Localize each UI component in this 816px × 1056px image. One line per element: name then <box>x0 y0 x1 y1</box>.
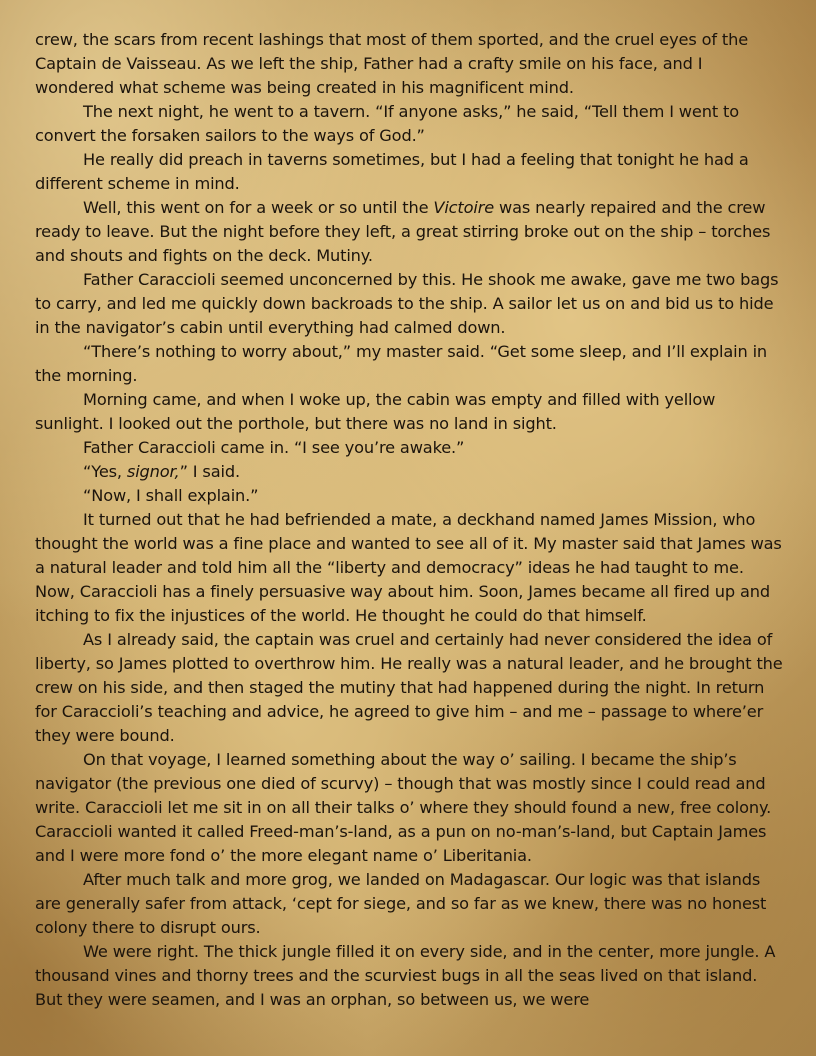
paragraph-11: It turned out that he had befriended a mate, a deckhand named James Mission, who thought the world was a fine place and wanted to see all of it. My master said that James was a natural leader and told him all the “liberty and democracy” ideas he had taught to me. Now, Caraccioli has a finely persuasive way about him. Soon, James became all fired up and itching to fix the injustices of the world. He thought he could do that himself. <box>35 510 782 625</box>
paragraph-13: On that voyage, I learned something about the way o’ sailing. I became the ship’s navigator (the previous one died of scurvy) – though that was mostly since I could read and write. Caraccioli let me sit in on all their talks o’ where they should found a new, free colony. Caraccioli wanted it called Freed-man’s-land, as a pun on no-man’s-land, but Captain James and I were more fond o’ the more elegant name o’ Liberitania. <box>35 750 772 865</box>
paragraph-14: After much talk and more grog, we landed on Madagascar. Our logic was that islands are generally safer from attack, ‘cept for siege, and so far as we knew, there was no honest colony there to disrupt ours. <box>35 870 767 937</box>
paragraph-12: As I already said, the captain was cruel and certainly had never considered the idea of liberty, so James plotted to overthrow him. He really was a natural leader, and he brought the crew on his side, and then staged the mutiny that had happened during the night. In return for Caraccioli’s teaching and advice, he agreed to give him – and me – passage to where’er they were bound. <box>35 630 783 745</box>
paragraph-4-text-after: was nearly repaired and the crew ready to leave. But the night before they left, a great stirring broke out on the ship – torches and shouts and fights on the deck. Mutiny. <box>35 198 771 265</box>
paragraph-8: Father Caraccioli came in. “I see you’re awake.” <box>83 438 465 457</box>
paragraph-3: He really did preach in taverns sometimes, but I had a feeling that tonight he had a different scheme in mind. <box>35 150 749 193</box>
paragraph-2: The next night, he went to a tavern. “If anyone asks,” he said, “Tell them I went to convert the forsaken sailors to the ways of God.” <box>35 102 739 145</box>
paragraph-15: We were right. The thick jungle filled it on every side, and in the center, more jungle. A thousand vines and thorny trees and the scurviest bugs in all the seas lived on that island. But they were seamen, and I was an orphan, so between us, we were <box>35 942 776 1009</box>
story-page <box>35 28 785 1012</box>
paragraph-7: Morning came, and when I woke up, the cabin was empty and filled with yellow sunlight. I looked out the porthole, but there was no land in sight. <box>35 390 716 433</box>
paragraph-9 <box>35 460 785 484</box>
paragraph-1: crew, the scars from recent lashings that most of them sported, and the cruel eyes of the Captain de Vaisseau. As we left the ship, Father had a crafty smile on his face, and I wondered what scheme was being created in his magnificent mind. <box>35 30 749 97</box>
paragraph-5: Father Caraccioli seemed unconcerned by this. He shook me awake, gave me two bags to carry, and led me quickly down backroads to the ship. A sailor let us on and bid us to hide in the navigator’s cabin until everything had calmed down. <box>35 270 779 337</box>
paragraph-10: “Now, I shall explain.” <box>83 486 259 505</box>
signor-italic: signor, <box>126 462 180 481</box>
ship-name-italic: Victoire <box>433 198 495 217</box>
paragraph-4-text-before: Well, this went on for a week or so until the <box>83 198 434 217</box>
paragraph-4 <box>35 196 785 268</box>
paragraph-6: “There’s nothing to worry about,” my master said. “Get some sleep, and I’ll explain in the morning. <box>35 342 768 385</box>
paragraph-9-text-before: “Yes, <box>83 462 127 481</box>
paragraph-9-text-after: ” I said. <box>179 462 240 481</box>
